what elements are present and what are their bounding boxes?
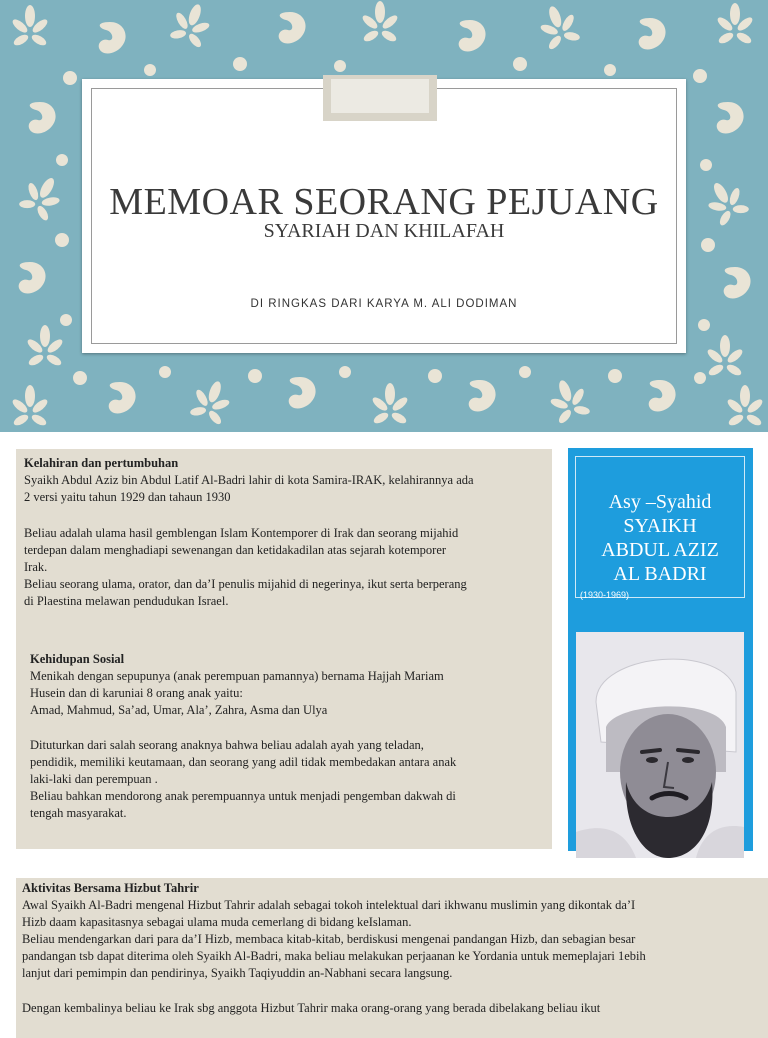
profile-panel — [568, 448, 753, 851]
title-card — [82, 79, 686, 353]
section-social-para2 — [30, 737, 544, 822]
text-line: Dengan kembalinya beliau ke Irak sbg anggota Hizbut Tahrir maka orang-orang yang berada dibelakang beliau ikut — [22, 1001, 601, 1015]
activities-text-box — [16, 878, 768, 1038]
text-line: Beliau adalah ulama hasil gemblengan Islam Kontemporer di Irak dan seorang mijahid — [24, 526, 459, 540]
portrait-illustration — [576, 632, 744, 858]
text-line: Beliau seorang ulama, orator, dan da’I penulis mijahid di negerinya, ikut serta berperang — [24, 577, 467, 591]
section-activities — [22, 880, 760, 982]
text-line: Irak. — [24, 560, 48, 574]
text-line: di Plaestina melawan pendudukan Israel. — [24, 594, 229, 608]
profile-name — [576, 490, 744, 586]
text-line: Beliau mendengarkan dari para da’I Hizb, membaca kitab-kitab, berdiskusi mengenai pandangan Hizb, dan sebagian besar — [22, 932, 636, 946]
text-line: Dituturkan dari salah seorang anaknya bahwa beliau adalah ayah yang teladan, — [30, 738, 424, 752]
presentation-credit: DI RINGKAS DARI KARYA M. ALI DODIMAN — [250, 298, 518, 310]
section-social — [30, 651, 544, 719]
biography-text-box — [16, 449, 552, 849]
section-heading-activities: Aktivitas Bersama Hizbut Tahrir — [22, 881, 199, 895]
biography-slide — [0, 432, 768, 864]
text-line: Syaikh Abdul Aziz bin Abdul Latif Al-Badri lahir di kota Samira-IRAK, kelahirannya ada — [24, 473, 474, 487]
section-birth-para2 — [24, 525, 544, 610]
text-line: laki-laki dan perempuan . — [30, 772, 158, 786]
presentation-subtitle: SYARIAH DAN KHILAFAH — [263, 220, 505, 242]
text-line: tengah masyarakat. — [30, 806, 127, 820]
section-birth — [24, 455, 544, 506]
text-line: lanjut dari pemimpin dan pendirinya, Syaikh Taqiyuddin an-Nabhani secara langsung. — [22, 966, 453, 980]
section-activities-para2 — [22, 1000, 760, 1017]
text-line: terdepan dalam menghadiapi sewenangan dan ketidakadilan atas sejarah kotemporer — [24, 543, 447, 557]
text-line: pandangan tsb dapat diterima oleh Syaikh Al-Badri, maka beliau melakukan perjaanan ke Yordania untuk memeplajari 1ebih — [22, 949, 646, 963]
text-line: Hizb daam kapasitasnya sebagai ulama muda cemerlang di bidang keIslaman. — [22, 915, 412, 929]
profile-name-line: AL BADRI — [613, 563, 707, 585]
text-line: Beliau bahkan mendorong anak perempuannya untuk menjadi pengemban dakwah di — [30, 789, 456, 803]
title-slide — [0, 0, 768, 432]
profile-name-line: SYAIKH — [623, 515, 697, 537]
portrait-photo — [576, 632, 744, 858]
text-line: Amad, Mahmud, Sa’ad, Umar, Ala’, Zahra, Asma dan Ulya — [30, 703, 328, 717]
card-tab-decoration — [323, 75, 437, 121]
section-heading-social: Kehidupan Sosial — [30, 652, 125, 666]
profile-years: (1930-1969) — [580, 590, 630, 600]
text-line: Husein dan di karuniai 8 orang anak yaitu: — [30, 686, 243, 700]
profile-name-line: Asy –Syahid — [608, 491, 712, 513]
activities-slide — [0, 864, 768, 1024]
text-line: Menikah dengan sepupunya (anak perempuan pamannya) bernama Hajjah Mariam — [30, 669, 444, 683]
section-heading-birth: Kelahiran dan pertumbuhan — [24, 456, 179, 470]
text-line: Awal Syaikh Al-Badri mengenal Hizbut Tahrir adalah sebagai tokoh intelektual dari ikhwanu muslimin yang dikontak da’I — [22, 898, 636, 912]
text-line: pendidik, memiliki keutamaan, dan seorang yang adil tidak membedakan antara anak — [30, 755, 457, 769]
presentation-title: MEMOAR SEORANG PEJUANG — [109, 181, 659, 223]
text-line: 2 versi yaitu tahun 1929 dan tahaun 1930 — [24, 490, 231, 504]
profile-name-line: ABDUL AZIZ — [601, 539, 719, 561]
